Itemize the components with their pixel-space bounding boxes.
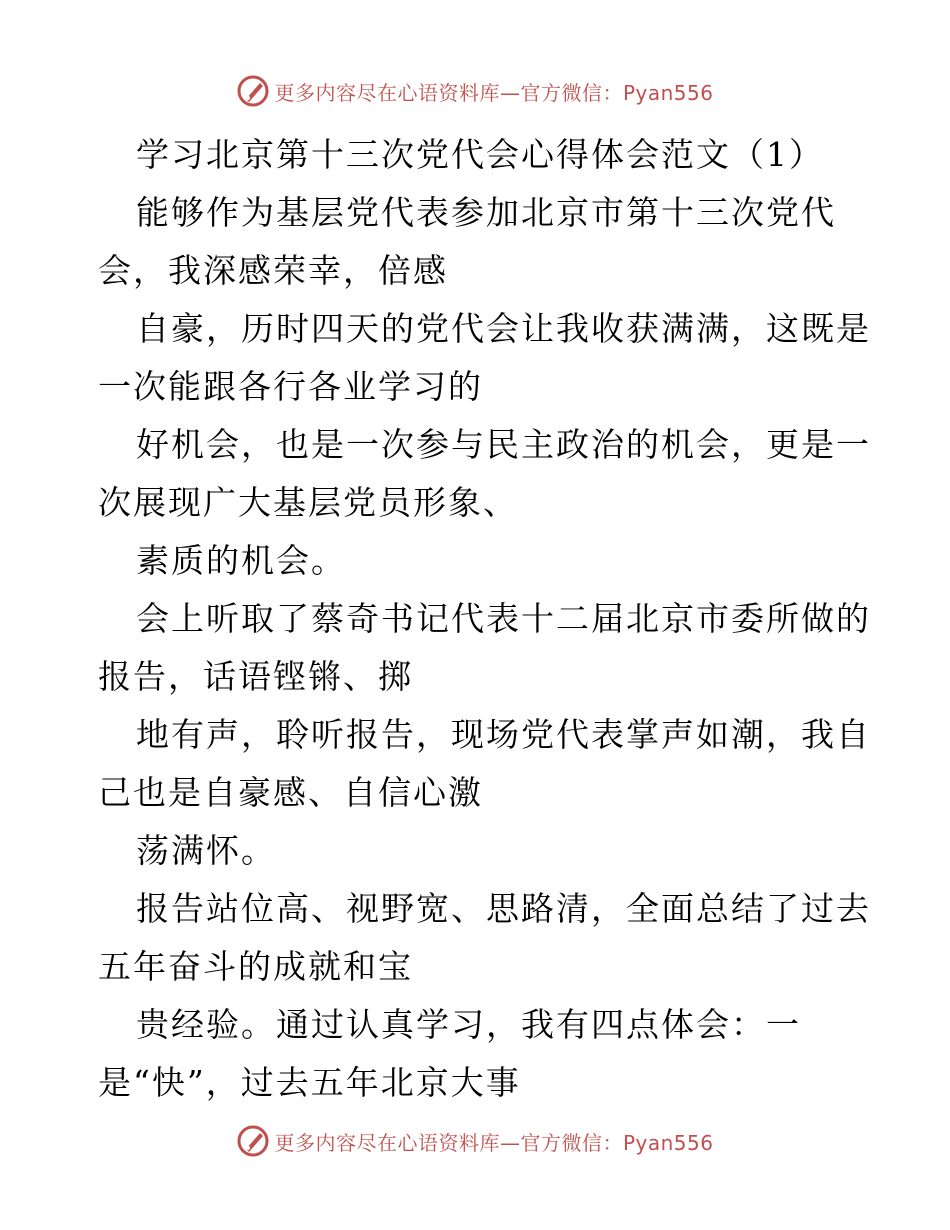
text-line: 荡满怀。	[136, 831, 276, 870]
watermark-text: 更多内容尽在心语资料库—官方微信：Pyan556	[274, 1130, 714, 1155]
text-line: 是“快”，过去五年北京大事	[98, 1063, 521, 1102]
pen-logo-icon	[236, 1124, 270, 1158]
text-line: 己也是自豪感、自信心激	[98, 773, 483, 812]
text-line: 次展现广大基层党员形象、	[98, 483, 518, 522]
text-line: 报告，话语铿锵、掷	[98, 657, 413, 696]
doc-title: 学习北京第十三次党代会心得体会范文（1）	[136, 135, 824, 174]
footer-watermark	[0, 1124, 950, 1158]
text-line: 会上听取了蔡奇书记代表十二届北京市委所做的	[136, 599, 871, 638]
header-watermark	[0, 74, 950, 108]
text-line: 好机会，也是一次参与民主政治的机会，更是一	[136, 425, 871, 464]
text-line: 地有声，聆听报告，现场党代表掌声如潮，我自	[136, 715, 871, 754]
text-line: 报告站位高、视野宽、思路清，全面总结了过去	[136, 889, 871, 928]
pen-logo-icon	[236, 74, 270, 108]
text-line: 自豪，历时四天的党代会让我收获满满，这既是	[136, 309, 871, 348]
text-line: 五年奋斗的成就和宝	[98, 947, 413, 986]
text-line: 一次能跟各行各业学习的	[98, 367, 483, 406]
watermark-text: 更多内容尽在心语资料库—官方微信：Pyan556	[274, 80, 714, 105]
text-line: 能够作为基层党代表参加北京市第十三次党代	[136, 193, 836, 232]
text-line: 素质的机会。	[136, 541, 346, 580]
text-line: 会，我深感荣幸，倍感	[98, 251, 448, 290]
document-body	[98, 126, 871, 1112]
text-line: 贵经验。通过认真学习，我有四点体会：一	[136, 1005, 801, 1044]
